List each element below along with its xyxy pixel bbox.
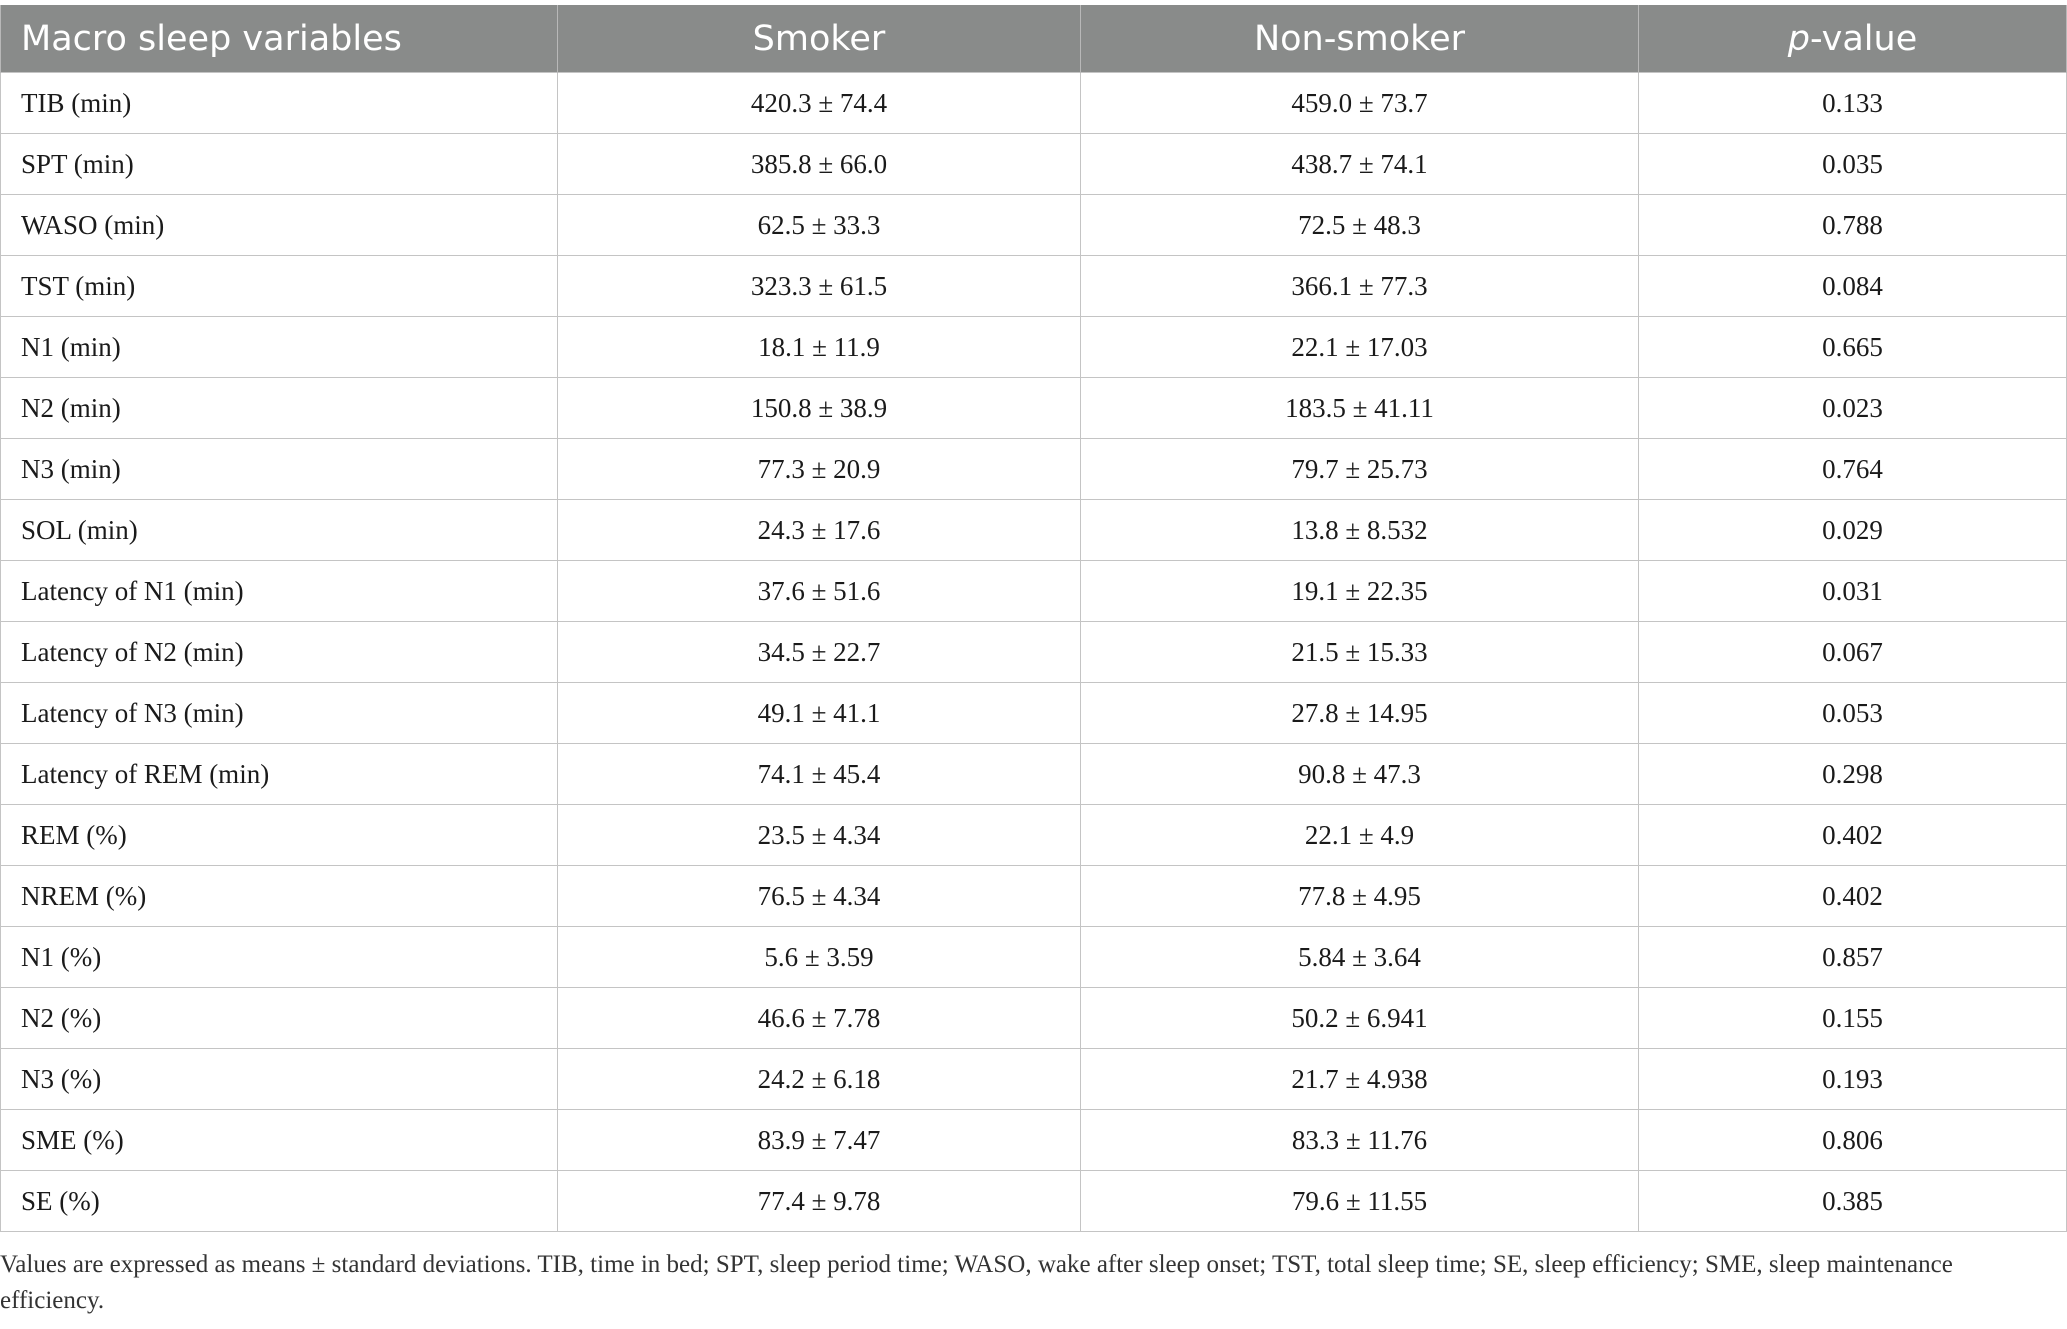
p-value-cell: 0.053 (1639, 683, 2067, 744)
variable-cell: Latency of N2 (min) (1, 622, 558, 683)
smoker-cell: 18.1 ± 11.9 (558, 317, 1081, 378)
variable-cell: TST (min) (1, 256, 558, 317)
p-value-cell: 0.067 (1639, 622, 2067, 683)
p-value-cell: 0.035 (1639, 134, 2067, 195)
table-row (1, 1171, 2067, 1232)
p-value-cell: 0.788 (1639, 195, 2067, 256)
table-row (1, 988, 2067, 1049)
smoker-cell: 76.5 ± 4.34 (558, 866, 1081, 927)
table-row (1, 317, 2067, 378)
p-value-cell: 0.029 (1639, 500, 2067, 561)
variable-cell: SOL (min) (1, 500, 558, 561)
p-value-cell: 0.133 (1639, 73, 2067, 134)
non-smoker-cell: 19.1 ± 22.35 (1081, 561, 1639, 622)
table-row (1, 805, 2067, 866)
non-smoker-cell: 22.1 ± 4.9 (1081, 805, 1639, 866)
smoker-cell: 5.6 ± 3.59 (558, 927, 1081, 988)
p-value-cell: 0.023 (1639, 378, 2067, 439)
sleep-variables-table-container (0, 5, 2067, 1232)
non-smoker-cell: 459.0 ± 73.7 (1081, 73, 1639, 134)
p-value-cell: 0.402 (1639, 866, 2067, 927)
non-smoker-cell: 72.5 ± 48.3 (1081, 195, 1639, 256)
p-value-cell: 0.385 (1639, 1171, 2067, 1232)
table-row (1, 927, 2067, 988)
table-body (1, 73, 2067, 1232)
variable-cell: Latency of REM (min) (1, 744, 558, 805)
variable-cell: Latency of N3 (min) (1, 683, 558, 744)
smoker-cell: 62.5 ± 33.3 (558, 195, 1081, 256)
smoker-cell: 74.1 ± 45.4 (558, 744, 1081, 805)
non-smoker-cell: 50.2 ± 6.941 (1081, 988, 1639, 1049)
table-row (1, 195, 2067, 256)
table-row (1, 744, 2067, 805)
p-value-cell: 0.193 (1639, 1049, 2067, 1110)
p-value-cell: 0.298 (1639, 744, 2067, 805)
table-row (1, 683, 2067, 744)
p-value-cell: 0.764 (1639, 439, 2067, 500)
table-row (1, 866, 2067, 927)
variable-cell: N2 (%) (1, 988, 558, 1049)
non-smoker-cell: 79.7 ± 25.73 (1081, 439, 1639, 500)
header-p-suffix: -value (1809, 18, 1918, 59)
variable-cell: N3 (min) (1, 439, 558, 500)
header-p-italic: p (1787, 18, 1810, 59)
non-smoker-cell: 83.3 ± 11.76 (1081, 1110, 1639, 1171)
smoker-cell: 323.3 ± 61.5 (558, 256, 1081, 317)
non-smoker-cell: 90.8 ± 47.3 (1081, 744, 1639, 805)
variable-cell: REM (%) (1, 805, 558, 866)
variable-cell: N1 (min) (1, 317, 558, 378)
smoker-cell: 77.3 ± 20.9 (558, 439, 1081, 500)
non-smoker-cell: 5.84 ± 3.64 (1081, 927, 1639, 988)
non-smoker-cell: 27.8 ± 14.95 (1081, 683, 1639, 744)
variable-cell: TIB (min) (1, 73, 558, 134)
smoker-cell: 24.3 ± 17.6 (558, 500, 1081, 561)
non-smoker-cell: 77.8 ± 4.95 (1081, 866, 1639, 927)
non-smoker-cell: 438.7 ± 74.1 (1081, 134, 1639, 195)
variable-cell: Latency of N1 (min) (1, 561, 558, 622)
variable-cell: WASO (min) (1, 195, 558, 256)
table-row (1, 622, 2067, 683)
table-row (1, 378, 2067, 439)
smoker-cell: 77.4 ± 9.78 (558, 1171, 1081, 1232)
header-variable: Macro sleep variables (1, 5, 558, 73)
variable-cell: N1 (%) (1, 927, 558, 988)
table-footnote: Values are expressed as means ± standard deviations. TIB, time in bed; SPT, sleep period time; WASO, wake after sleep onset; TST, total sleep time; SE, sleep efficiency; SME, sleep maintenance efficiency. (0, 1251, 1953, 1314)
header-smoker: Smoker (558, 5, 1081, 73)
non-smoker-cell: 13.8 ± 8.532 (1081, 500, 1639, 561)
p-value-cell: 0.155 (1639, 988, 2067, 1049)
p-value-cell: 0.857 (1639, 927, 2067, 988)
table-row (1, 134, 2067, 195)
non-smoker-cell: 183.5 ± 41.11 (1081, 378, 1639, 439)
smoker-cell: 37.6 ± 51.6 (558, 561, 1081, 622)
table-row (1, 1110, 2067, 1171)
header-non-smoker: Non-smoker (1081, 5, 1639, 73)
smoker-cell: 34.5 ± 22.7 (558, 622, 1081, 683)
p-value-cell: 0.084 (1639, 256, 2067, 317)
non-smoker-cell: 21.7 ± 4.938 (1081, 1049, 1639, 1110)
header-p-value (1639, 5, 2067, 73)
sleep-variables-table (0, 5, 2067, 1232)
p-value-cell: 0.031 (1639, 561, 2067, 622)
variable-cell: N3 (%) (1, 1049, 558, 1110)
smoker-cell: 24.2 ± 6.18 (558, 1049, 1081, 1110)
smoker-cell: 150.8 ± 38.9 (558, 378, 1081, 439)
smoker-cell: 23.5 ± 4.34 (558, 805, 1081, 866)
smoker-cell: 49.1 ± 41.1 (558, 683, 1081, 744)
table-header (1, 5, 2067, 73)
variable-cell: SME (%) (1, 1110, 558, 1171)
p-value-cell: 0.806 (1639, 1110, 2067, 1171)
smoker-cell: 385.8 ± 66.0 (558, 134, 1081, 195)
table-row (1, 561, 2067, 622)
table-row (1, 439, 2067, 500)
p-value-cell: 0.402 (1639, 805, 2067, 866)
variable-cell: N2 (min) (1, 378, 558, 439)
non-smoker-cell: 79.6 ± 11.55 (1081, 1171, 1639, 1232)
header-row (1, 5, 2067, 73)
table-row (1, 73, 2067, 134)
table-row (1, 1049, 2067, 1110)
non-smoker-cell: 366.1 ± 77.3 (1081, 256, 1639, 317)
smoker-cell: 420.3 ± 74.4 (558, 73, 1081, 134)
table-row (1, 500, 2067, 561)
non-smoker-cell: 21.5 ± 15.33 (1081, 622, 1639, 683)
table-row (1, 256, 2067, 317)
smoker-cell: 46.6 ± 7.78 (558, 988, 1081, 1049)
non-smoker-cell: 22.1 ± 17.03 (1081, 317, 1639, 378)
variable-cell: SPT (min) (1, 134, 558, 195)
smoker-cell: 83.9 ± 7.47 (558, 1110, 1081, 1171)
variable-cell: SE (%) (1, 1171, 558, 1232)
variable-cell: NREM (%) (1, 866, 558, 927)
p-value-cell: 0.665 (1639, 317, 2067, 378)
